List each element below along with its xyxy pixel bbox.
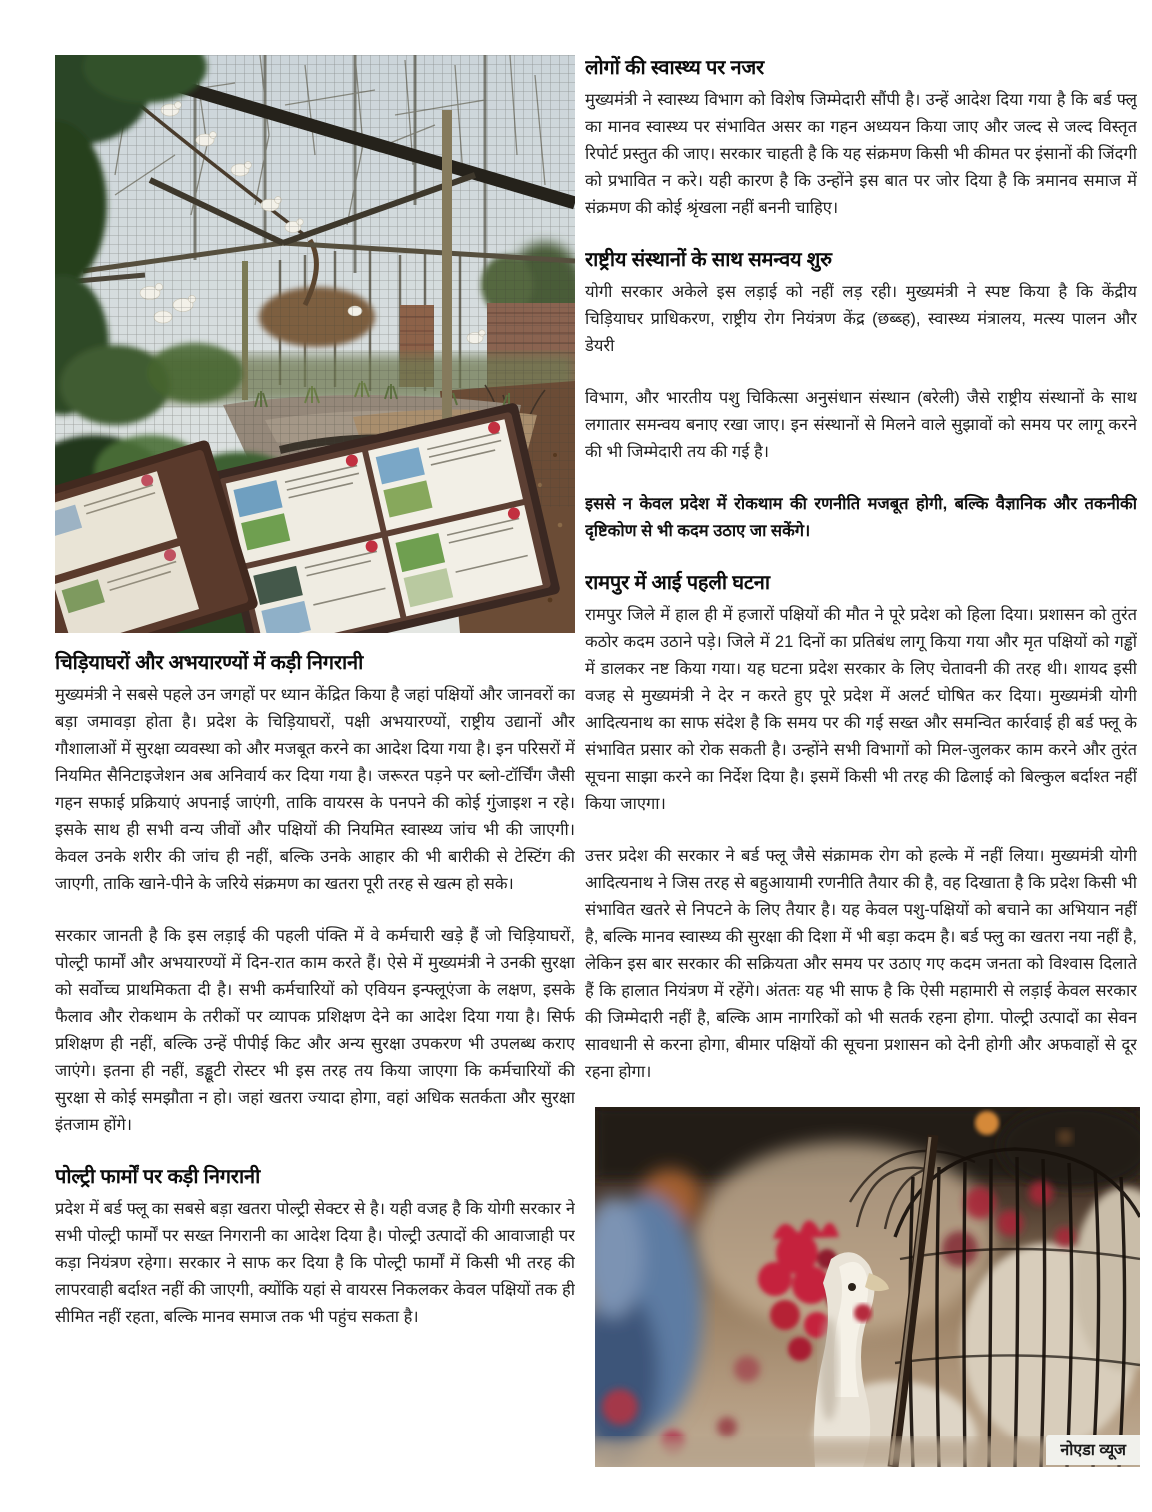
article-paragraph: रामपुर जिले में हाल ही में हजारों पक्षियों की मौत ने पूरे प्रदेश को हिला दिया। प्रशासन को तुरंत कठोर कदम उठाने पड़े। जिले में 21 दिनों का प्रतिबंध लागू किया गया और मृत पक्षियों को गड्ढों में डालकर नष्ट किया गया। यह घटना प्रदेश सरकार के लिए चेतावनी की तरह थी। शायद इसी वजह से मुख्यमंत्री ने देर न करते हुए पूरे प्रदेश में अलर्ट घोषित कर दिया। मुख्यमंत्री योगी आदित्यनाथ का साफ संदेश है कि समय पर की गई सख्त और समन्वित कार्रवाई ही बर्ड फ्लू के संभावित प्रसार को रोक सकती है। उन्होंने सभी विभागों को मिल-जुलकर काम करने और तुरंत सूचना साझा करने का निर्देश दिया है। इसमें किसी भी तरह की ढिलाई को बिल्कुल बर्दाश्त नहीं किया जाएगा। <box>585 606 1137 813</box>
article-paragraph: मुख्यमंत्री ने सबसे पहले उन जगहों पर ध्यान केंद्रित किया है जहां पक्षियों और जानवरों का बड़ा जमावड़ा होता है। प्रदेश के चिड़ियाघरों, पक्षी अभयारण्यों, राष्ट्रीय उद्यानों और गौशालाओं में सुरक्षा व्यवस्था को और मजबूत करने का आदेश दिया गया है। इन परिसरों में नियमित सैनिटाइजेशन अब अनिवार्य कर दिया गया है। जरूरत पड़ने पर ब्लो-टॉर्चिंग जैसी गहन सफाई प्रक्रियाएं अपनाई जाएंगी, ताकि वायरस के पनपने की कोई गुंजाइश न रहे। इसके साथ ही सभी वन्य जीवों और पक्षियों की नियमित स्वास्थ्य जांच भी की जाएगी। केवल उनके शरीर की जांच ही नहीं, बल्कि उनके आहार की भी बारीकी से टेस्टिंग की जाएगी, ताकि खाने-पीने के जरिये संक्रमण का खतरा पूरी तरह से खत्म हो सके। <box>55 686 575 893</box>
article-heading-poultry-farms: पोल्ट्री फार्मों पर कड़ी निगरानी <box>55 1166 261 1188</box>
aviary-photo <box>55 55 575 633</box>
article-heading-zoos: चिड़ियाघरों और अभयारण्यों में कड़ी निगरानी <box>55 652 364 674</box>
left-column <box>55 650 575 1462</box>
article-paragraph: योगी सरकार अकेले इस लड़ाई को नहीं लड़ रही। मुख्यमंत्री ने स्पष्ट किया है कि केंद्रीय चिड़ियाघर प्राधिकरण, राष्ट्रीय रोग नियंत्रण केंद्र (छब्ब्ह), स्वास्थ्य मंत्रालय, मत्स्य पालन और डेयरी <box>585 283 1137 355</box>
photo-credit-label: नोएडा व्यूज <box>1046 1435 1140 1465</box>
article-paragraph-emphasis: इससे न केवल प्रदेश में रोकथाम की रणनीति मजबूत होगी, बल्कि वैज्ञानिक और तकनीकी दृष्टिकोण से भी कदम उठाए जा सकेंगे। <box>585 495 1137 540</box>
article-paragraph: मुख्यमंत्री ने स्वास्थ्य विभाग को विशेष जिम्मेदारी सौंपी है। उन्हें आदेश दिया गया है कि बर्ड फ्लू का मानव स्वास्थ्य पर संभावित असर का गहन अध्ययन किया जाए और जल्द से जल्द विस्तृत रिपोर्ट प्रस्तुत की जाए। सरकार चाहती है कि यह संक्रमण किसी भी कीमत पर इंसानों की जिंदगी को प्रभावित न करे। यही कारण है कि उन्होंने इस बात पर जोर दिया है कि त्रमानव समाज में संक्रमण की कोई श्रृंखला नहीं बननी चाहिए। <box>585 91 1137 217</box>
bokeh-light <box>975 1111 999 1135</box>
article-heading-coordination: राष्ट्रीय संस्थानों के साथ समन्वय शुरु <box>585 249 832 271</box>
right-column <box>585 55 1137 1103</box>
aviary-photo-illustration <box>55 55 575 633</box>
article-paragraph: विभाग, और भारतीय पशु चिकित्सा अनुसंधान संस्थान (बरेली) जैसे राष्ट्रीय संस्थानों के साथ लगातार समन्वय बनाए रखा जाए। इन संस्थानों से मिलने वाले सुझावों को समय पर लागू करने की भी जिम्मेदारी तय की गई है। <box>585 389 1137 461</box>
poultry-photo <box>595 1107 1140 1467</box>
poultry-photo-illustration <box>595 1107 1140 1467</box>
article-heading-rampur-incident: रामपुर में आई पहली घटना <box>585 572 770 594</box>
article-paragraph: प्रदेश में बर्ड फ्लू का सबसे बड़ा खतरा पोल्ट्री सेक्टर से है। यही वजह है कि योगी सरकार ने सभी पोल्ट्री फार्मों पर सख्त निगरानी का आदेश दिया है। पोल्ट्री उत्पादों की आवाजाही पर कड़ा नियंत्रण रहेगा। सरकार ने साफ कर दिया है कि पोल्ट्री फार्मों में किसी भी तरह की लापरवाही बर्दाश्त नहीं की जाएगी, क्योंकि यहां से वायरस निकलकर केवल पक्षियों तक ही सीमित नहीं रहता, बल्कि मानव समाज तक भी पहुंच सकता है। <box>55 1200 575 1326</box>
article-heading-public-health: लोगों की स्वास्थ्य पर नजर <box>585 57 764 79</box>
article-paragraph: सरकार जानती है कि इस लड़ाई की पहली पंक्ति में वे कर्मचारी खड़े हैं जो चिड़ियाघरों, पोल्ट्री फार्मों और अभयारण्यों में दिन-रात काम करते हैं। ऐसे में मुख्यमंत्री ने उनकी सुरक्षा को सर्वोच्च प्राथमिकता दी है। सभी कर्मचारियों को एवियन इन्फ्लूएंजा के लक्षण, इसके फैलाव और रोकथाम के तरीकों पर व्यापक प्रशिक्षण देने का आदेश दिया गया है। सिर्फ प्रशिक्षण ही नहीं, बल्कि उन्हें पीपीई किट और अन्य सुरक्षा उपकरण भी उपलब्ध कराए जाएंगे। इतना ही नहीं, डड्ढूटी रोस्टर भी इस तरह तय किया जाएगा कि कर्मचारियों की सुरक्षा से कोई समझौता न हो। जहां खतरा ज्यादा होगा, वहां अधिक सतर्कता और सुरक्षा इंतजाम होंगे। <box>55 927 575 1134</box>
article-paragraph: उत्तर प्रदेश की सरकार ने बर्ड फ्लू जैसे संक्रामक रोग को हल्के में नहीं लिया। मुख्यमंत्री योगी आदित्यनाथ ने जिस तरह से बहुआयामी रणनीति तैयार की है, वह दिखाता है कि प्रदेश किसी भी संभावित खतरे से निपटने के लिए तैयार है। यह केवल पशु-पक्षियों को बचाने का अभियान नहीं है, बल्कि मानव स्वास्थ्य की सुरक्षा की दिशा में भी बड़ा कदम है। बर्ड फ्लु का खतरा नया नहीं है, लेकिन इस बार सरकार की सक्रियता और समय पर उठाए गए कदम जनता को विश्वास दिलाते हैं कि हालात नियंत्रण में रहेंगे। अंततः यह भी साफ है कि ऐसी महामारी से लड़ाई केवल सरकार की जिम्मेदारी नहीं है, बल्कि आम नागरिकों को भी सतर्क रहना होगा. पोल्ट्री उत्पादों का सेवन सावधानी से करना होगा, बीमार पक्षियों की सूचना प्रशासन को देनी होगी और अफवाहों से दूर रहना होगा। <box>585 847 1137 1081</box>
